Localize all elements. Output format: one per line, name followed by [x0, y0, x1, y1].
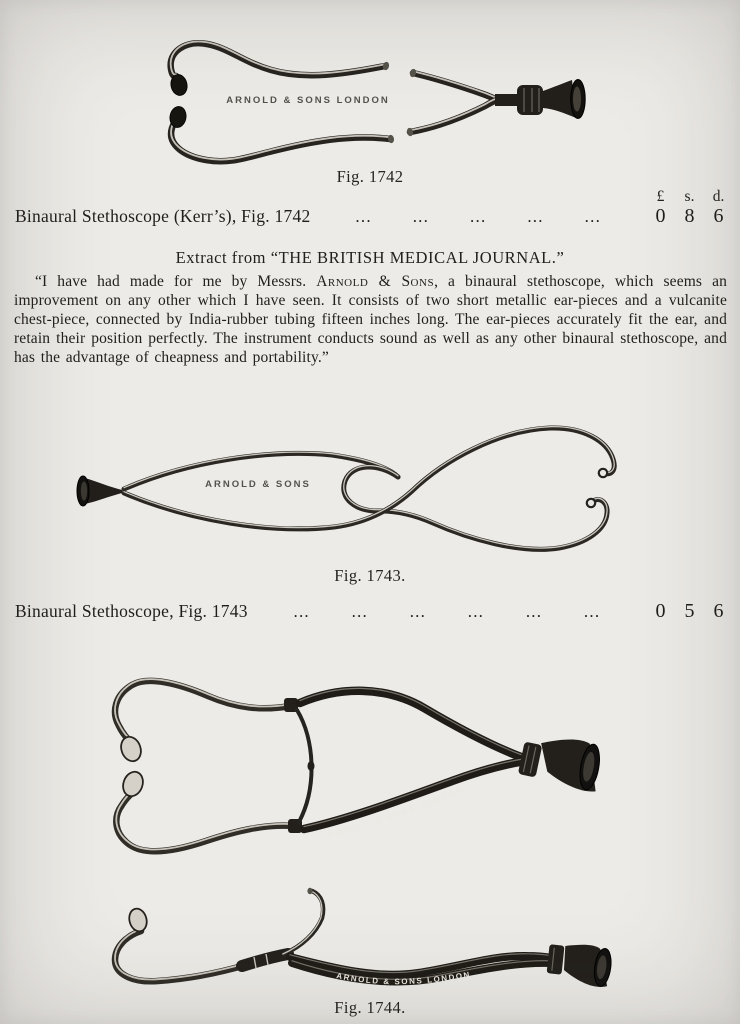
svg-text:ARNOLD & SONS LONDON — [326, 785, 465, 839]
figure-caption-1743: Fig. 1743. — [334, 566, 406, 585]
stethoscope-illustration-1743 — [58, 403, 680, 565]
leader-dots-group: ... — [527, 207, 544, 226]
rubber-tubing-group — [300, 688, 525, 839]
chest-piece-group — [406, 68, 585, 137]
engraved-maker-label: ARNOLD & SONS LONDON — [326, 784, 466, 839]
tube-open-end — [307, 888, 312, 894]
leader-dots-group: ... — [525, 602, 543, 621]
ferrule-wrap — [242, 954, 288, 966]
item-label: Binaural Stethoscope (Kerr’s), Fig. 1742 — [15, 206, 311, 226]
ear-tubes-group — [115, 679, 314, 851]
rubber-tubing-group — [290, 954, 552, 986]
dot-leader — [310, 207, 646, 227]
quote-open: “I have had made for me by Messrs. — [35, 273, 317, 290]
shillings-symbol: s. — [684, 188, 695, 205]
pence-symbol: d. — [712, 188, 725, 205]
tubing-group — [124, 427, 614, 550]
price-row-1742 — [15, 205, 733, 228]
extract-heading: Extract from “THE BRITISH MEDICAL JOURNAL.” — [175, 248, 565, 267]
knurled-collar — [547, 944, 565, 974]
leader-dots-group: ... — [355, 207, 372, 226]
leader-dots-group: ... — [293, 602, 310, 621]
leader-dots-group: ... — [351, 602, 368, 621]
chest-piece-bell — [560, 942, 613, 988]
figure-caption-1744: Fig. 1744. — [334, 998, 406, 1017]
stethoscope-illustration-1744-folded — [86, 876, 654, 998]
engraved-maker-label: ARNOLD & SONS — [205, 479, 311, 490]
chest-piece-bell — [534, 734, 604, 793]
ear-tip-ring — [587, 499, 595, 507]
ear-piece-knob — [120, 769, 146, 799]
maker-name-smallcaps: Arnold & Sons — [316, 273, 435, 290]
pounds-symbol: £ — [656, 188, 665, 205]
leader-dots-group: ... — [467, 602, 485, 621]
price-columns — [646, 205, 733, 228]
dot-leader — [248, 602, 646, 622]
stethoscope-illustration-1742 — [133, 22, 611, 168]
stethoscope-illustration-1744-assembled — [78, 648, 666, 882]
price-shillings: 5 — [684, 600, 695, 622]
chest-piece-bell — [77, 476, 122, 506]
ear-tubes-group — [115, 888, 323, 981]
engraved-maker-label: ARNOLD & SONS LONDON — [226, 95, 390, 106]
ear-piece-knob — [118, 734, 144, 764]
price-shillings: 8 — [684, 205, 695, 227]
ear-tip-ring — [599, 469, 607, 477]
knurled-collar — [518, 742, 542, 778]
leader-dots-group: ... — [583, 602, 601, 621]
journal-quote-paragraph — [14, 272, 727, 367]
price-pence: 6 — [713, 600, 724, 622]
quote-rest: , a binaural stethoscope, which seems an improvement on any other which I have seen. It consists of two short metallic ear-pieces and a vulcanite chest-piece, connected by India-rubber tubing fifteen inches long. The ear-pieces accurately fit the ear, and retain their position perfectly. The instrument conducts sound as well as any other binaural stethoscope, and has the advantage of cheapness and portability.” — [14, 273, 727, 367]
figure-caption-1742: Fig. 1742 — [336, 167, 404, 186]
ear-piece-knob — [127, 907, 149, 934]
price-row-1743 — [15, 600, 733, 623]
leader-dots-group: ... — [584, 207, 602, 226]
price-pence: 6 — [713, 205, 724, 227]
leader-dots-group: ... — [409, 602, 427, 621]
price-pounds: 0 — [655, 205, 666, 227]
price-pounds: 0 — [655, 600, 666, 622]
item-label: Binaural Stethoscope, Fig. 1743 — [15, 601, 248, 621]
engraved-maker-label: ARNOLD & SONS LONDON — [335, 969, 472, 987]
currency-header — [646, 188, 733, 206]
leader-dots-group: ... — [470, 207, 487, 226]
leader-dots-group: ... — [412, 207, 430, 226]
price-columns — [646, 600, 733, 623]
